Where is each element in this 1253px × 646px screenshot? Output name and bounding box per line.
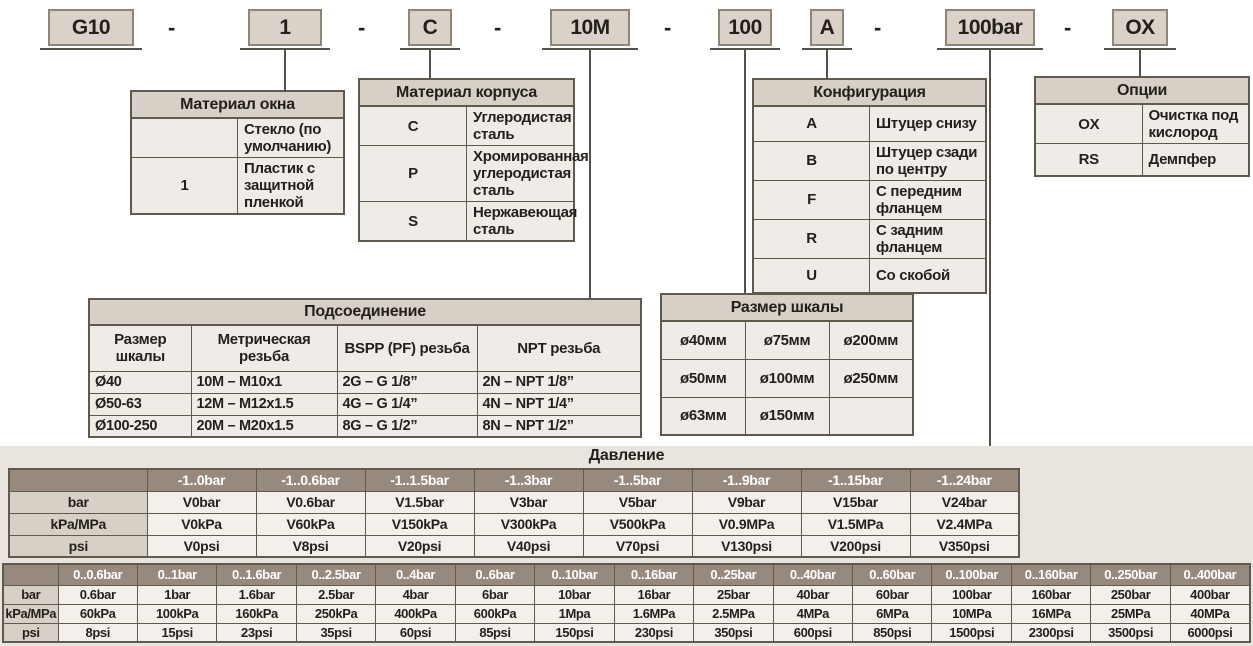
code-separator: - — [874, 14, 882, 40]
pressure-corner-cell — [9, 469, 147, 491]
pressure-code-cell: 23psi — [217, 623, 296, 642]
option-code-cell: 1 — [131, 158, 238, 215]
pressure-range-header: 0..6bar — [455, 564, 534, 585]
pressure-positive-table — [2, 563, 1251, 643]
dial-size-table — [660, 293, 914, 436]
table-row — [89, 371, 641, 393]
pressure-range-header: 0..160bar — [1011, 564, 1090, 585]
pressure-range-header: 0..250bar — [1091, 564, 1170, 585]
connection-cell: Ø50-63 — [89, 393, 191, 415]
pressure-range-header: 0..400bar — [1170, 564, 1250, 585]
option-label-cell: Штуцер снизу — [870, 106, 987, 141]
pressure-range-header: 0..1.6bar — [217, 564, 296, 585]
range-header-row — [9, 469, 1019, 491]
pressure-range-header: -1..24bar — [910, 469, 1019, 491]
code-box-options: OX — [1112, 9, 1168, 46]
options-title: Опции — [1035, 77, 1249, 104]
dial-size-cell: ø200мм — [829, 321, 913, 359]
table-row — [9, 535, 1019, 557]
table-row — [3, 623, 1250, 642]
option-code-cell: F — [753, 180, 870, 219]
table-row — [753, 180, 986, 219]
options-table — [1034, 76, 1250, 177]
pressure-range-header: -1..3bar — [474, 469, 583, 491]
pressure-code-cell: 1500psi — [932, 623, 1011, 642]
configuration-title: Конфигурация — [753, 79, 986, 106]
dial-size-cell: ø100мм — [745, 359, 829, 397]
table-row — [661, 359, 913, 397]
table-row — [131, 118, 344, 158]
code-box-configuration: A — [810, 9, 844, 46]
option-code-cell — [131, 118, 238, 158]
pressure-unit-label: kPa/MPa — [9, 513, 147, 535]
connection-cell: 12M – M12x1.5 — [191, 393, 337, 415]
pressure-code-cell: V1.5MPa — [801, 513, 910, 535]
pressure-code-cell: 2300psi — [1011, 623, 1090, 642]
pressure-code-cell: 250kPa — [296, 604, 375, 623]
connection-cell: 2N – NPT 1/8” — [477, 371, 641, 393]
pressure-code-cell: 600kPa — [455, 604, 534, 623]
table-row — [89, 415, 641, 437]
option-label-cell: Демпфер — [1142, 144, 1249, 176]
table-row — [3, 604, 1250, 623]
dial-size-cell: ø40мм — [661, 321, 745, 359]
pressure-range-header: 0..0.6bar — [58, 564, 137, 585]
pressure-code-cell: 600psi — [773, 623, 852, 642]
pressure-unit-label: kPa/MPa — [3, 604, 58, 623]
pressure-range-header: 0..100bar — [932, 564, 1011, 585]
table-row — [9, 513, 1019, 535]
pressure-range-header: -1..0.6bar — [256, 469, 365, 491]
code-box-dial-size: 100 — [718, 9, 772, 46]
pressure-code-cell: V0kPa — [147, 513, 256, 535]
pressure-code-cell: 350psi — [694, 623, 773, 642]
pressure-range-header: 0..10bar — [535, 564, 614, 585]
pressure-section-title: Давление — [588, 447, 665, 464]
pressure-code-cell: 1.6bar — [217, 585, 296, 604]
option-label-cell: Нержавеющая сталь — [467, 202, 575, 242]
pressure-code-cell: 400kPa — [376, 604, 455, 623]
connection-cell: 2G – G 1/8” — [337, 371, 477, 393]
table-row — [661, 321, 913, 359]
pressure-code-cell: 4bar — [376, 585, 455, 604]
pressure-code-cell: V350psi — [910, 535, 1019, 557]
pressure-code-cell: V3bar — [474, 491, 583, 513]
pressure-code-cell: 25MPa — [1091, 604, 1170, 623]
window-material-title: Материал окна — [131, 91, 344, 118]
pressure-range-header: 0..40bar — [773, 564, 852, 585]
code-separator: - — [1064, 14, 1072, 40]
pressure-code-cell: 10bar — [535, 585, 614, 604]
connection-cell: 20M – M20x1.5 — [191, 415, 337, 437]
table-row — [661, 397, 913, 435]
table-row — [753, 141, 986, 180]
pressure-code-cell: 4MPa — [773, 604, 852, 623]
pressure-code-cell: 8psi — [58, 623, 137, 642]
pressure-code-cell: 2.5MPa — [694, 604, 773, 623]
code-box-pressure: 100bar — [945, 9, 1035, 46]
pressure-code-cell: V60kPa — [256, 513, 365, 535]
table-row — [753, 219, 986, 258]
option-label-cell: Штуцер сзади по центру — [870, 141, 987, 180]
connection-title: Подсоединение — [89, 299, 641, 325]
dial-size-title: Размер шкалы — [661, 294, 913, 321]
table-row — [3, 585, 1250, 604]
code-separator: - — [664, 14, 672, 40]
connection-cell: Ø100-250 — [89, 415, 191, 437]
pressure-code-cell: 100bar — [932, 585, 1011, 604]
connection-cell: 4N – NPT 1/4” — [477, 393, 641, 415]
pressure-corner-cell — [3, 564, 58, 585]
connection-column-header: Метрическая резьба — [191, 325, 337, 371]
dial-size-cell: ø75мм — [745, 321, 829, 359]
connection-column-header: Размер шкалы — [89, 325, 191, 371]
pressure-code-cell: 150psi — [535, 623, 614, 642]
table-row — [359, 202, 574, 242]
code-separator: - — [168, 14, 176, 40]
pressure-code-cell: 1bar — [137, 585, 216, 604]
option-label-cell: Очистка под кислород — [1142, 104, 1249, 144]
option-label-cell: Со скобой — [870, 258, 987, 293]
connector-window-material — [284, 48, 286, 90]
dial-size-cell: ø50мм — [661, 359, 745, 397]
pressure-unit-label: psi — [9, 535, 147, 557]
code-box-body-material: C — [408, 9, 452, 46]
option-label-cell: С задним фланцем — [870, 219, 987, 258]
pressure-code-cell: 6000psi — [1170, 623, 1250, 642]
connector-connection — [589, 48, 591, 298]
pressure-unit-label: bar — [9, 491, 147, 513]
dial-size-cell: ø63мм — [661, 397, 745, 435]
option-label-cell: Пластик с защитной пленкой — [238, 158, 345, 215]
pressure-code-cell: 0.6bar — [58, 585, 137, 604]
pressure-code-cell: 40MPa — [1170, 604, 1250, 623]
pressure-code-cell: V8psi — [256, 535, 365, 557]
pressure-code-cell: 1.6MPa — [614, 604, 693, 623]
code-underline-model — [40, 48, 142, 50]
pressure-code-cell: V15bar — [801, 491, 910, 513]
pressure-range-header: 0..16bar — [614, 564, 693, 585]
pressure-code-cell: V200psi — [801, 535, 910, 557]
pressure-code-cell: 230psi — [614, 623, 693, 642]
option-label-cell: Стекло (по умолчанию) — [238, 118, 345, 158]
pressure-code-cell: 400bar — [1170, 585, 1250, 604]
connector-options — [1139, 48, 1141, 76]
pressure-code-cell: 35psi — [296, 623, 375, 642]
pressure-code-cell: 100kPa — [137, 604, 216, 623]
configuration-table — [752, 78, 987, 294]
body-material-table — [358, 78, 589, 242]
pressure-range-header: 0..60bar — [853, 564, 932, 585]
pressure-code-cell: 60bar — [853, 585, 932, 604]
option-label-cell: С передним фланцем — [870, 180, 987, 219]
pressure-range-header: 0..4bar — [376, 564, 455, 585]
pressure-code-cell: V2.4MPa — [910, 513, 1019, 535]
connector-body-material — [429, 48, 431, 78]
pressure-code-cell: 2.5bar — [296, 585, 375, 604]
table-row — [1035, 144, 1249, 176]
pressure-code-cell: V300kPa — [474, 513, 583, 535]
table-row — [359, 146, 574, 202]
option-code-cell: B — [753, 141, 870, 180]
code-box-connection: 10M — [550, 9, 630, 46]
pressure-range-header: -1..15bar — [801, 469, 910, 491]
connection-table — [88, 298, 642, 438]
pressure-code-cell: V130psi — [692, 535, 801, 557]
column-header-row — [89, 325, 641, 371]
table-row — [753, 258, 986, 293]
pressure-code-cell: V500kPa — [583, 513, 692, 535]
pressure-range-header: -1..1.5bar — [365, 469, 474, 491]
pressure-code-cell: 16MPa — [1011, 604, 1090, 623]
pressure-code-cell: 60psi — [376, 623, 455, 642]
pressure-code-cell: V9bar — [692, 491, 801, 513]
pressure-code-cell: V0bar — [147, 491, 256, 513]
body-material-title: Материал корпуса — [359, 79, 574, 106]
range-header-row — [3, 564, 1250, 585]
option-code-cell: OX — [1035, 104, 1142, 144]
code-separator: - — [358, 14, 366, 40]
pressure-code-cell: V150kPa — [365, 513, 474, 535]
connector-pressure — [989, 48, 991, 446]
pressure-code-cell: 16bar — [614, 585, 693, 604]
pressure-vacuum-table — [8, 468, 1020, 558]
option-code-cell: RS — [1035, 144, 1142, 176]
pressure-code-cell: 3500psi — [1091, 623, 1170, 642]
pressure-range-header: 0..25bar — [694, 564, 773, 585]
pressure-range-header: -1..9bar — [692, 469, 801, 491]
code-separator: - — [494, 14, 502, 40]
pressure-code-cell: V70psi — [583, 535, 692, 557]
connection-cell: 8G – G 1/2” — [337, 415, 477, 437]
connection-cell: 4G – G 1/4” — [337, 393, 477, 415]
connection-cell: 8N – NPT 1/2” — [477, 415, 641, 437]
pressure-code-cell: 25bar — [694, 585, 773, 604]
connector-configuration — [826, 48, 828, 78]
connector-dial-size — [744, 48, 746, 293]
table-row — [9, 491, 1019, 513]
table-row — [131, 158, 344, 215]
pressure-range-header: -1..5bar — [583, 469, 692, 491]
option-code-cell: C — [359, 106, 467, 146]
pressure-range-header: 0..2.5bar — [296, 564, 375, 585]
pressure-code-cell: 160bar — [1011, 585, 1090, 604]
pressure-code-cell: V0.6bar — [256, 491, 365, 513]
pressure-range-header: 0..1bar — [137, 564, 216, 585]
table-row — [753, 106, 986, 141]
pressure-code-cell: 1Mpa — [535, 604, 614, 623]
connection-cell: 10M – M10x1 — [191, 371, 337, 393]
pressure-code-cell: 60kPa — [58, 604, 137, 623]
connection-column-header: BSPP (PF) резьба — [337, 325, 477, 371]
option-code-cell: U — [753, 258, 870, 293]
dial-size-cell: ø250мм — [829, 359, 913, 397]
table-row — [89, 393, 641, 415]
option-label-cell: Углеродистая сталь — [467, 106, 575, 146]
dial-size-cell — [829, 397, 913, 435]
dial-size-cell: ø150мм — [745, 397, 829, 435]
pressure-range-header: -1..0bar — [147, 469, 256, 491]
pressure-code-cell: V0psi — [147, 535, 256, 557]
pressure-code-cell: V0.9MPa — [692, 513, 801, 535]
pressure-code-cell: 6MPa — [853, 604, 932, 623]
pressure-code-cell: V40psi — [474, 535, 583, 557]
pressure-unit-label: bar — [3, 585, 58, 604]
pressure-code-cell: 10MPa — [932, 604, 1011, 623]
pressure-code-cell: V20psi — [365, 535, 474, 557]
option-label-cell: Хромированная углеродистая сталь — [467, 146, 575, 202]
pressure-code-cell: 85psi — [455, 623, 534, 642]
option-code-cell: R — [753, 219, 870, 258]
table-row — [359, 106, 574, 146]
table-row — [1035, 104, 1249, 144]
pressure-code-cell: V1.5bar — [365, 491, 474, 513]
pressure-code-cell: V5bar — [583, 491, 692, 513]
pressure-code-cell: V24bar — [910, 491, 1019, 513]
pressure-code-cell: 15psi — [137, 623, 216, 642]
connection-column-header: NPT резьба — [477, 325, 641, 371]
option-code-cell: P — [359, 146, 467, 202]
code-box-model: G10 — [48, 9, 134, 46]
pressure-unit-label: psi — [3, 623, 58, 642]
pressure-code-cell: 160kPa — [217, 604, 296, 623]
option-code-cell: A — [753, 106, 870, 141]
pressure-code-cell: 850psi — [853, 623, 932, 642]
pressure-code-cell: 6bar — [455, 585, 534, 604]
code-box-window-material: 1 — [248, 9, 322, 46]
connection-cell: Ø40 — [89, 371, 191, 393]
window-material-table — [130, 90, 345, 215]
option-code-cell: S — [359, 202, 467, 242]
pressure-code-cell: 40bar — [773, 585, 852, 604]
pressure-code-cell: 250bar — [1091, 585, 1170, 604]
